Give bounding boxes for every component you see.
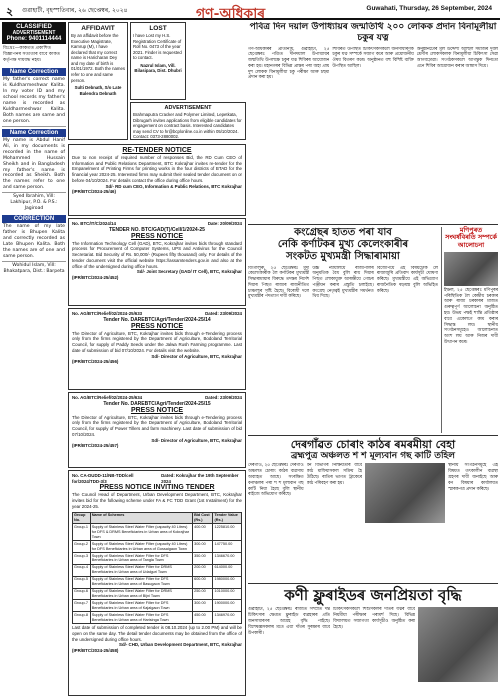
- press-notice-signature: Sd/- Director of Agriculture, BTC, Kokrajhar: [151, 353, 242, 359]
- notice-date: Dated: 23/09/2024: [205, 395, 242, 400]
- divider: [248, 583, 498, 584]
- table-cell: Group-2: [73, 541, 91, 553]
- article-3-headline-1: দেৰগাঁৱত চোৰাং কাঠৰ ৰমৰমীয়া বেহা: [290, 437, 456, 451]
- table-cell: 1900000.00: [213, 600, 242, 612]
- table-cell: 350.00: [193, 553, 213, 565]
- table-row: [73, 588, 242, 600]
- article-2-body: [248, 266, 438, 406]
- press-notice-ref: (IPR/BTC/2024-25/457): [72, 443, 119, 449]
- tender-table-header-row: [73, 512, 242, 524]
- press-notice-agriculture-machinery: [68, 392, 246, 468]
- article-2-headline-2: নেকি কৰ্ণাটকৰ মুখ্য কেলেংকাৰীৰ: [277, 238, 409, 250]
- table-row: [73, 524, 242, 541]
- news-column: [248, 22, 498, 698]
- press-notice-ref: (IPR/BTC/2024-25/452): [72, 275, 119, 281]
- notice-ref-number: No. BTC/IT/C/2024/14: [72, 221, 116, 226]
- side-story-photo: [444, 252, 498, 286]
- table-cell: Group-7: [73, 600, 91, 612]
- article-2-text-col: উচ্চ ন্যায়ালয়ে ৰাজ্যপালৰ অনুমতিক বৈধ বুলি ৰায় দিয়াৰ পিছত লোকায়ুক্ত আৰক্ষীয়ে গোচৰ পঞ্জীয়ন কৰাৰ প্ৰস্তুতি চলাইছে। কংগ্ৰেছ নেতৃত্বই মুখ্যমন্ত্ৰীৰ সমৰ্থনত থিয় দিছে।: [312, 265, 374, 300]
- name-correction-heading: Name Correction: [2, 68, 66, 76]
- press-notice-heading: PRESS NOTICE: [130, 322, 184, 330]
- notice-tender-id: Tender No. DAREBTC/Agri/Tender/2024-25/15: [103, 400, 211, 407]
- table-cell: 300.00: [193, 541, 213, 553]
- ad-signature: Syed Ibrahim, Vill: Lakhipur, P.O. & P.S.: Jagiroad: [10, 194, 58, 212]
- article-1-headline: পবিত্ৰ দিন দয়াল উপাধ্যায়ৰ জন্মতিথি ২০০ লোকক প্ৰদান বিনামূলীয়া চকুৰ যত্ন: [249, 22, 497, 44]
- table-cell: 400.00: [193, 524, 213, 541]
- press-notice-signature: Sd/- Joint Secretary (GAD/ IT Cell), BTC, Kokrajhar: [136, 269, 242, 275]
- divider: [248, 435, 498, 436]
- page-number: ২: [6, 5, 14, 18]
- article-3-text-col: বন বিভাগৰ নিষ্ক্ৰিয়তাৰ বাবে কাঠ মাফিয়াসকল সক্ৰিয় হৈ উঠিছে। ৰাতিৰ ভাগত ট্ৰাকেৰে কাঠ পৰিবহণ কৰা হয়।: [306, 463, 362, 486]
- press-notice-inviting-tender: [68, 470, 246, 696]
- notices-column: [68, 22, 246, 698]
- article-2-headline-3: সংকটত মুখ্যমন্ত্ৰী সিদ্ধাৰামায়া: [286, 250, 400, 262]
- correction-ad: The name of my late father is Bhupen Kalita and correctly recorded as Late Bhupen Kalita. Both the names are of one and same person.: [2, 223, 66, 262]
- table-cell: 1346970.00: [213, 612, 242, 624]
- table-cell: Supply of Stainless Steel Water Filter for DRMS Beneficiaries in Urban area of Udalguri Town: [90, 564, 192, 576]
- affidavit-text: By an affidavit before the Executive Magistrate, Kamrup (M), I have declared that my correct name is Haricharan Dey and my date of birth is 01/01/1972. Both the names refer to one and same person.: [71, 33, 125, 83]
- press-notice-text: The Information Technology Cell (GAD), BTC, Kokrajhar invites bids through standard process for Procurement of Computer Systems, UPS and Antivirus for the Council Secretariat. Bid Security of Rs. 50,000/- (Rupees fifty thousand) only. For details of the tender document visit the official website https://assamtenders.gov.in and also at the office of the undersigned during office hours.: [72, 240, 242, 269]
- notice-tender-id: TENDER NO. BTC/GAD(T)/Cell/1/2024-25: [109, 226, 205, 233]
- article-3-text-right: [448, 463, 498, 581]
- masthead-date-english: Guwahati, Thursday, 26 September, 2024: [366, 5, 492, 12]
- table-cell: 1010000.00: [213, 588, 242, 600]
- classified-note: বিঃদ্ৰঃ—কাকতত প্ৰকাশিত বিজ্ঞাপনৰ সত্যতাৰ বাবে কাকত কৰ্তৃপক্ষ দায়বদ্ধ নহয়।: [3, 46, 61, 63]
- article-4-text-col: গুৱাহাটী, ২৫ ছেপ্তেম্বৰঃ ৰাজ্যত সম্প্ৰতি দন্ত চিকিৎসাৰ ক্ষেত্ৰত ফ্লুৰাইড ব্যৱহাৰৰ প্ৰতি জনসাধাৰণৰ আগ্ৰহ বৃদ্ধি পাইছে। বিশেষজ্ঞসকলৰ মতে এয়া দাঁতৰ সুৰক্ষাৰ বাবে উপকাৰী।: [248, 607, 330, 636]
- table-cell: Group-3: [73, 553, 91, 565]
- article-1-text-col: শিবিৰত উপস্থিত চিকিৎসকসকলে জনসাধাৰণক চকুৰ যত্ন সম্পৰ্কে সজাগ কৰে আৰু প্ৰয়োজনীয় ঔষধ বিতৰণ কৰে। অনুষ্ঠানত বহু বিশিষ্ট ব্যক্তি উপস্থিত আছিল।: [332, 46, 414, 69]
- side-story-text: ইম্ফল, ২৫ ছেপ্তেম্বৰঃ মণিপুৰৰ পৰিস্থিতিক লৈ কেন্দ্ৰীয় চৰকাৰ আৰু ৰাজ্য চৰকাৰৰ মাজত গুৰুত্বপূৰ্ণ আলোচনা অনুষ্ঠিত হয়। উভয় পক্ষই শান্তি প্ৰতিষ্ঠাৰ বাবে একেলগে কাম কৰাৰ সিদ্ধান্ত লয়। স্থানীয় সংগঠনসমূহেও আলোচনাত অংশ লয় আৰু নিজৰ দাবী উত্থাপন কৰে।: [444, 287, 498, 346]
- table-cell: Supply of Stainless Steel Water Filter for DRMS Beneficiaries in Urban area of Bijni Town: [90, 588, 192, 600]
- masthead: [0, 0, 500, 20]
- name-correction-ad: My name is Abdul Hanif Ali, in my documents is recorded in the name of Mohammed Hussain Sheikh and in Bangladesh my father's name is recorded as Sheikh. Both the names refer to one and same person.: [2, 137, 66, 194]
- press-notice-heading: PRESS NOTICE: [130, 406, 184, 414]
- article-2-main: [248, 227, 438, 433]
- article-4-text-col: চিকিৎসকসকলে শিশুসকলৰ দাঁতৰ যত্নৰ বাবে নিয়মীয়া পৰীক্ষাৰ পৰামৰ্শ দিছে। বিভিন্ন বিদ্যালয়ত সজাগতা কাৰ্যসূচীও অনুষ্ঠিত কৰা হৈছে।: [333, 607, 415, 630]
- press-notice-ref: (IPR/BTC/2024-25/458): [72, 647, 119, 653]
- table-cell: 614000.00: [213, 564, 242, 576]
- advertisement-heading: ADVERTISEMENT: [164, 105, 212, 111]
- table-cell: 300.00: [193, 600, 213, 612]
- lost-box: [130, 22, 186, 100]
- article-4-photo: [418, 607, 498, 682]
- affidavit-heading: AFFIDAVIT: [81, 25, 115, 32]
- notice-date: Date: 20/09/2024: [207, 221, 242, 226]
- article-1-text-col: গণ-অধিকাৰৰ প্ৰতিনিধি, গুৱাহাটী, ২৫ ছেপ্তেম্বৰঃ পণ্ডিত দীনদয়াল উপাধ্যায়ৰ জন্মতিথি উপলক্ষে চকুৰ যত্ন শিবিৰৰ আয়োজন কৰা হয়। মহানগৰৰ বিভিন্ন প্ৰান্তৰ পৰা অহা প্ৰায় দুশ লোকক বিনামূলীয়া চকু পৰীক্ষা আৰু চছমা প্ৰদান কৰা হয়।: [248, 46, 330, 81]
- newspaper-logo: গণ-অধিকাৰ: [196, 6, 266, 22]
- article-2-text-col: বিজেপিয়ে এই বিষয়টোক লৈ ৰাজ্যজুৰি প্ৰতিবাদ কাৰ্যসূচী ঘোষণা কৰিছে। মুখ্যমন্ত্ৰীয়ে এই অভিযোগ ৰাজনৈতিক ষড়যন্ত্ৰ বুলি অভিহিত কৰিছে।: [376, 265, 438, 294]
- column-header: Bid Cost (Rs.): [193, 512, 213, 524]
- notice-ref-number: No. AG/BTC/Relief/02/2024-25/634: [72, 395, 143, 400]
- press-notice-text: The Director of Agriculture, BTC, Kokrajhar invites bids through e-Tendering process only from the firms registered by the Department of Agriculture, Bodoland Territorial Council, for supply of Power Tillers and farm machinery. Last date of submission of bid 07/10/2024.: [72, 414, 242, 437]
- table-cell: 200.00: [193, 564, 213, 576]
- side-story: [441, 227, 498, 433]
- table-cell: Group-1: [73, 524, 91, 541]
- article-4-body: [248, 607, 498, 687]
- lost-heading: LOST: [149, 25, 167, 32]
- classified-label: CLASSIFIED: [16, 24, 52, 30]
- table-cell: Supply of Stainless Steel Water Filter (capacity 40 Litres) for DFS & DRMS Beneficiaries in Urban area of Kokrajhar Town: [90, 524, 192, 541]
- affidavit-signature: Sulti Debnath, S/o Late Balendra Debnath: [74, 85, 122, 96]
- table-cell: Supply of Stainless Steel Water Filter for DFS Beneficiaries in Urban area of Tangla Town: [90, 553, 192, 565]
- classified-phone: Phone: 9401114444: [6, 36, 62, 42]
- article-4-text: [248, 607, 415, 687]
- table-row: [73, 576, 242, 588]
- table-cell: Group-4: [73, 564, 91, 576]
- tender-table: [72, 512, 242, 625]
- article-3-text: [248, 463, 362, 581]
- press-notice-it-cell: [68, 218, 246, 306]
- table-row: [73, 541, 242, 553]
- press-notice-heading: PRESS NOTICE: [130, 232, 184, 240]
- article-1-body: [248, 47, 498, 222]
- tender-footer-text: Last date of submission of completed tender is 08.10.2024 (up to 2.00 PM) and will be open on the same day. The detail tender documents may be obtained from the office of the undersigned during office hours.: [72, 625, 242, 642]
- press-notice-signature: Sd/- Director of Agriculture, BTC, Kokrajhar: [151, 437, 242, 443]
- table-cell: Supply of Stainless Steel Water Filter for DFS Beneficiaries in Urban area of Harisinga Town: [90, 612, 192, 624]
- classified-advertisement-label: ADVERTISEMENT: [12, 30, 56, 36]
- table-cell: Group-8: [73, 612, 91, 624]
- press-notice-text: The Council Head of Department, Urban Development Department, BTC, Kokrajhar invites bid for the following scheme under FA & FC TDD Grant (1st Instalment) for the year 2024-25.: [72, 492, 242, 509]
- table-row: [73, 564, 242, 576]
- re-tender-notice: [68, 144, 246, 216]
- table-cell: Supply of Stainless Steel Water Filter for DFS Beneficiaries in Urban area of Kajalgaon Town: [90, 600, 192, 612]
- lost-text: I have Lost my H.S. Registration Certificate of Roll No. 0473 of the year 2021. Finder is requested to contact.: [133, 33, 182, 61]
- notice-date: Dated: 23/09/2024: [205, 311, 242, 316]
- table-cell: 600.00: [193, 576, 213, 588]
- advertisement-text: Brahmaputra Cracker and Polymer Limited, Lepetkata, Dibrugarh invites applications from eligible candidates for engagement on contract basis. Interested candidates may send CV to hr@bcplonline.co.in within 05/10/2024. Contact: 0373-2880002.: [133, 112, 242, 140]
- table-cell: 1346670.00: [213, 553, 242, 565]
- article-3-headline-2: ব্ৰহ্মপুত্ৰ অঞ্চলত শ শ মূল্যবান গছ কাটি তহিল: [291, 450, 455, 461]
- re-tender-heading: RE-TENDER NOTICE: [122, 147, 192, 154]
- press-notice-ref: (IPR/BTC/2024-25/456): [72, 359, 119, 365]
- table-cell: 1980000.00: [213, 576, 242, 588]
- classified-header: [2, 22, 66, 44]
- table-cell: Supply of Stainless Steel Water Filter (capacity 40 Litres) for DFS Beneficiaries in Urban area of Gossaigaon Town: [90, 541, 192, 553]
- notice-ref-number: No. AG/BTC/Relief/02/2024-25/633: [72, 311, 143, 316]
- article-2-block: [248, 227, 498, 433]
- table-row: [73, 600, 242, 612]
- article-2-text-col: বিংগালুৰু, ২৫ ছেপ্তেম্বৰঃ মুদা কেলেংকাৰীক লৈ কৰ্ণাটকৰ মুখ্যমন্ত্ৰী সিদ্ধাৰামায়াৰ বিৰুদ্ধে তদন্তৰ নিৰ্দেশ দিয়াৰ পিছত ৰাজ্যৰ ৰাজনীতিত চাঞ্চল্যৰ সৃষ্টি হৈছে। বিৰোধী দলে মুখ্যমন্ত্ৰীৰ পদত্যাগ দাবী কৰিছে।: [248, 265, 310, 300]
- notice-tender-id: Tender No. DAREBTC/Agri/Tender/2024-25/14: [103, 316, 211, 323]
- column-header: Name of Schemes: [90, 512, 192, 524]
- lost-signature: Nazrul Islam, Vill. Bilasipara, Dist. Dhubri: [134, 62, 182, 74]
- article-3-photo: [365, 463, 445, 523]
- re-tender-signature: Sd/- RD cum CEO, Information & Public Relations, BTC Kokrajhar: [105, 183, 242, 189]
- press-notice-agriculture-seeds: [68, 308, 246, 390]
- press-notice-text: The Director of Agriculture, BTC, Kokrajhar invites bids through e-Tendering process only from the firms registered by the Department of Agriculture, Bodoland Territorial Council, for supply of Paddy Seeds under the Jalwa Rush Farming programme. Last date of submission of bid 07/10/2024. For details visit the website.: [72, 330, 242, 353]
- name-correction-ad: My father's correct name is Kuldharmeshwar Kalita. In my voter ID and my school records my father's name is recorded as Kuldharmeshwar Kalita. Both names are same and one person.: [2, 76, 66, 127]
- table-cell: 1225810.00: [213, 524, 242, 541]
- article-3-text-col: দেৰগাঁও, ২৫ ছেপ্তেম্বৰঃ দেৰগাঁও অঞ্চলত চোৰাং কাঠৰ ব্যৱসায় অব্যাহত আছে। সংৰক্ষিত বনাঞ্চলৰ পৰা শ শ মূল্যবান গছ কাটি নিয়া হৈছে বুলি স্থানীয় ৰাইজে অভিযোগ কৰিছে।: [248, 463, 304, 498]
- advertisement-box: [130, 102, 246, 140]
- article-2-headline-1: কংগ্ৰেছৰ হাতত পৰা যাব: [294, 226, 392, 238]
- press-notice-signature: Sd/- CHD, Urban Development Department, BTC, Kokrajhar: [119, 642, 242, 648]
- notice-date: Dated: Kokrajhar the 19th September 2024: [161, 473, 239, 484]
- press-notice-heading: PRESS NOTICE INVITING TENDER: [99, 484, 215, 492]
- classified-column: [2, 22, 66, 698]
- table-cell: Supply of Stainless Steel Water Filter for DFS Beneficiaries in Urban area of Basugaon Town: [90, 576, 192, 588]
- column-header: Group No.: [73, 512, 91, 524]
- affidavit-box: [68, 22, 128, 140]
- ad-signature: Wohidul Islam, Vill: Bhakatpara, Dist.: Barpeta: [3, 263, 65, 275]
- re-tender-text: Due to non receipt of required number of responses Bid, the RD Cum CEO of Information and Public Relations Department, BTC Kokrajhar invites re-tender for the Empanelment of Printing Firms for printing works in the four districts of BTAD for the financial year 2024-25. Interested firms may submit their sealed tender document on or before 04/10/2024. For details contact the office during office hours.: [72, 155, 242, 183]
- table-row: [73, 553, 242, 565]
- table-cell: Group-5: [73, 576, 91, 588]
- table-cell: Group-6: [73, 588, 91, 600]
- table-cell: 250.00: [193, 588, 213, 600]
- article-3-body: [248, 463, 498, 581]
- name-correction-heading: Name Correction: [2, 129, 66, 137]
- table-cell: 450.00: [193, 612, 213, 624]
- side-story-headline: মণিপুৰত সংঘৰ্ষবিৰতি সম্পৰ্কে আলোচনা: [445, 225, 497, 250]
- divider: [248, 224, 498, 225]
- article-4-headline: কণী ফ্লুৰাইডৰ জনপ্ৰিয়তা বৃদ্ধি: [284, 586, 462, 605]
- table-row: [73, 612, 242, 624]
- article-3-text-col: স্থানীয় সংগঠনসমূহে এই বিষয়ত তৎকালীন ব্যৱস্থা গ্ৰহণৰ দাবী জনাইছে আৰু বন বিষয়াৰ কাৰ্যালয়ত স্মাৰকপত্ৰ প্ৰদান কৰিছে।: [448, 463, 498, 492]
- re-tender-ref: (IPR/BTC/2024-25/46): [72, 189, 116, 195]
- correction-heading: CORRECTION: [2, 215, 66, 223]
- notice-ref-number: No. CA-DUDD-11/NB-TDD/cell for/2024/TDD-3/3: [72, 473, 134, 484]
- notice-ref-row: [72, 473, 242, 484]
- table-cell: 147750.00: [213, 541, 242, 553]
- column-header: Tender Value (Rs.): [213, 512, 242, 524]
- masthead-date-assamese: গুৱাহাটী, বৃহস্পতিবাৰ, ২৬ ছেপ্তেম্বৰ, ২০২৪: [22, 7, 128, 14]
- article-1-text-col: অনুষ্ঠানটোৰ মূল উদ্দেশ্য আছিল সমাজৰ দুৰ্বল শ্ৰেণীৰ লোকসকলক বিনামূলীয়া চিকিৎসা সেৱা আগবঢ়োৱা। সংগঠকসকলে আগন্তুক দিনতো এনে শিবিৰ আয়োজন কৰাৰ আশ্বাস দিয়ে।: [416, 46, 498, 69]
